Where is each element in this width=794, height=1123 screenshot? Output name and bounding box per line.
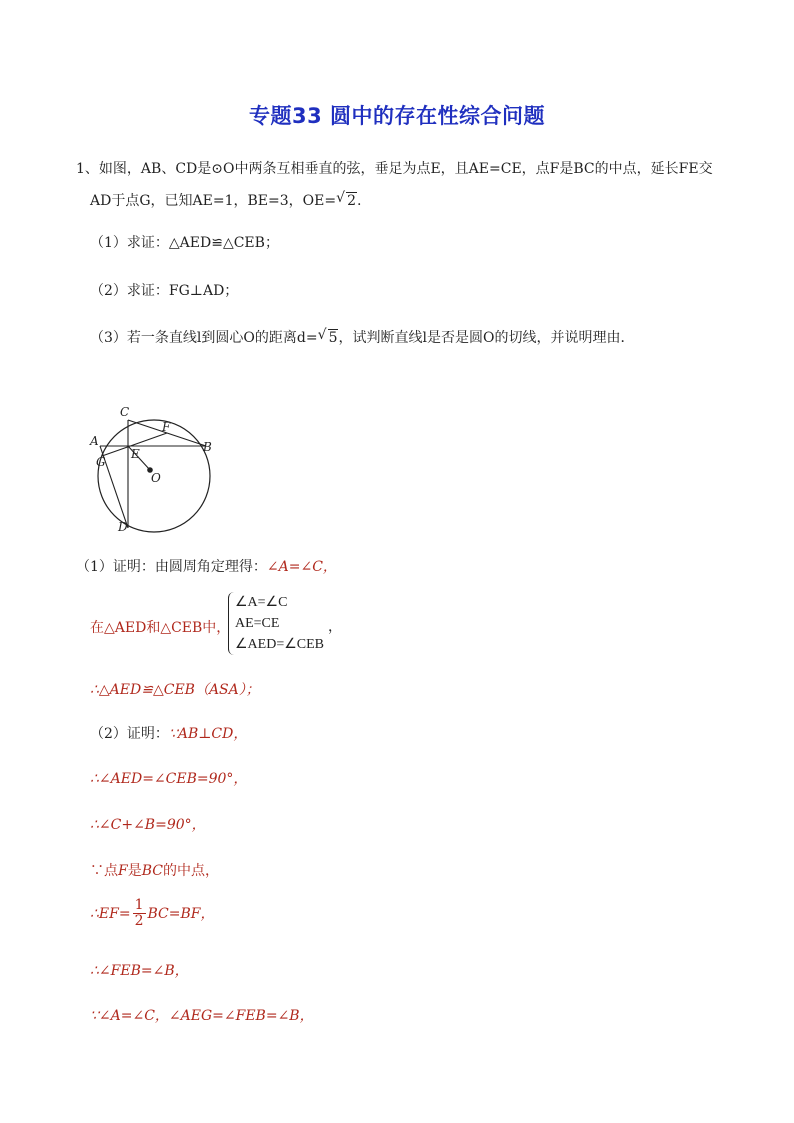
solution-line-6: ∴∠C+∠B=90°， (90, 817, 206, 833)
sqrt-2: √ 2 (336, 190, 356, 209)
label-c: C (120, 405, 130, 419)
system-row-2: AE=CE (235, 616, 280, 631)
solution-line-5: ∴∠AED=∠CEB=90°， (90, 771, 248, 787)
circle-figure (82, 400, 242, 540)
label-o: O (151, 471, 161, 485)
label-f: F (162, 420, 171, 434)
system-row-3: ∠AED=∠CEB (235, 637, 324, 652)
solution-line-8: ∴EF= $\frac{1}{2}$ BC=BF， (90, 897, 215, 930)
question-3: （3）若一条直线l到圆心O的距离d= √ 5，试判断直线l是否是圆O的切线，并说明理由． (90, 327, 635, 346)
problem-text-1: 如图，AB、CD是⊙O中两条互相垂直的弦，垂足为点E，且AE=CE，点F是BC的中点，延长FE交 (98, 161, 713, 177)
solution-line-7: ∵点F是BC的中点， (90, 863, 219, 879)
problem-number: 1、 (76, 161, 99, 177)
label-d: D (118, 520, 128, 534)
system-comma: ， (328, 619, 342, 635)
label-g: G (96, 455, 106, 469)
equation-system (228, 592, 324, 655)
sqrt-5: √ 5 (317, 327, 338, 346)
problem-line-2: AD于点G，已知AE=1，BE=3，OE= √ 2. (90, 190, 362, 209)
solution-line-9: ∴∠FEB=∠B， (90, 963, 189, 979)
system-row-1: ∠A=∠C (235, 595, 288, 610)
question-1: （1）求证：△AED≌△CEB； (90, 235, 279, 251)
label-b: B (203, 440, 212, 454)
solution-line-10: ∵∠A=∠C，∠AEG=∠FEB=∠B， (90, 1008, 314, 1024)
page-title: 专题33 圆中的存在性综合问题 (248, 104, 546, 128)
fraction-one-half: $\frac{1}{2}$ (134, 897, 144, 930)
solution-line-1: （1）证明：由圆周角定理得：∠A=∠C， (76, 559, 337, 575)
question-2: （2）求证：FG⊥AD； (90, 283, 239, 299)
solution-line-2: 在△AED和△CEB中， (90, 620, 231, 636)
solution-line-4: （2）证明：∵AB⊥CD， (90, 726, 248, 742)
problem-text-2: AD于点G，已知AE=1，BE=3，OE= (90, 193, 337, 209)
label-e: E (131, 447, 140, 461)
problem-line-1 (76, 158, 713, 178)
solution-line-3: ∴△AED≌△CEB（ASA）； (90, 682, 260, 698)
label-a: A (90, 434, 99, 448)
